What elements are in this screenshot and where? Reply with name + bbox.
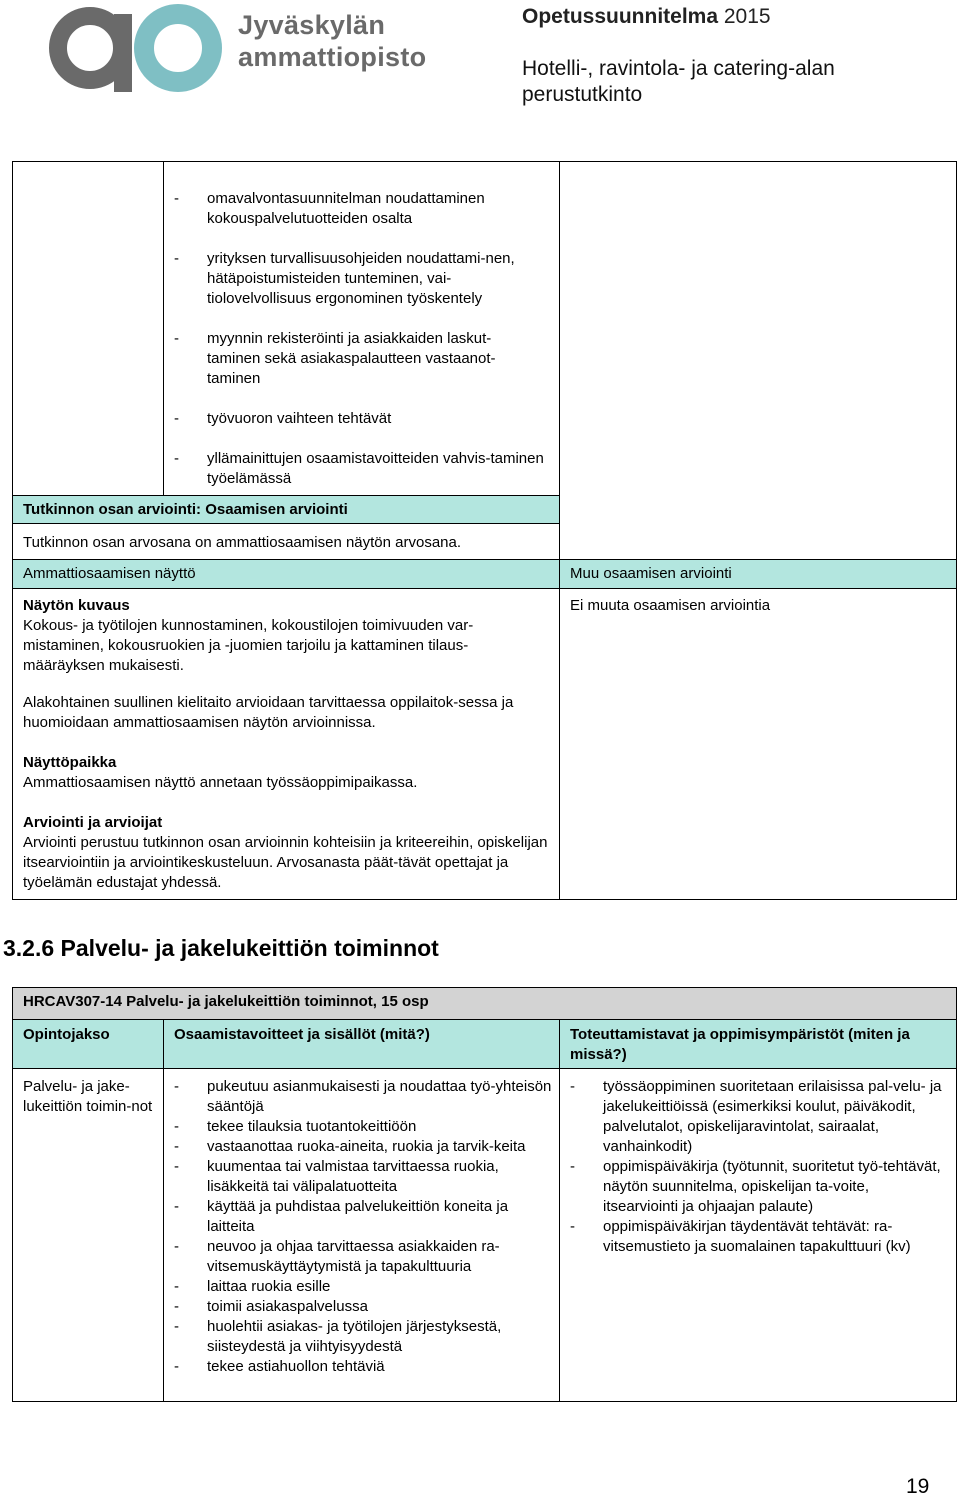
- logo-line-1: Jyväskylän: [238, 10, 386, 40]
- document-subtitle: Hotelli-, ravintola- ja catering-alan perustutkinto: [522, 57, 835, 106]
- table2-row-divider-2: [12, 1068, 957, 1069]
- other-assessment-heading: Muu osaamisen arviointi: [570, 565, 732, 582]
- section-heading: 3.2.6 Palvelu- ja jakelukeittiön toiminnot: [3, 935, 439, 961]
- list-item: - työvuoron vaihteen tehtävät: [172, 409, 544, 429]
- column-header-course: Opintojakso: [23, 1026, 110, 1043]
- table1-row-divider-4: [12, 588, 957, 589]
- list-item: - tekee tilauksia tuotantokeittiöön: [172, 1117, 552, 1137]
- demo-heading: Ammattiosaamisen näyttö: [23, 565, 196, 582]
- document-title-bold: Opetussuunnitelma: [522, 5, 719, 28]
- list-item: - yrityksen turvallisuusohjeiden noudattami-nen, hätäpoistumisteiden tunteminen, vai-tiolovelvollisuus ergonominen työskentely: [172, 249, 544, 309]
- table2-col-divider-1: [163, 1019, 164, 1402]
- objectives-list: [172, 1077, 552, 1377]
- list-item: - neuvoo ja ohjaa tarvittaessa asiakkaiden ra-vitsemuskäyttäytymistä ja tapakulttuuria: [172, 1237, 552, 1277]
- grade-text: Tutkinnon osan arvosana on ammattiosaamisen näytön arvosana.: [23, 534, 462, 551]
- table1-col-divider-1: [163, 161, 164, 496]
- other-assessment-text: Ei muuta osaamisen arviointia: [570, 597, 771, 614]
- table2-col-divider-2: [559, 1019, 560, 1402]
- language-skill-text: Alakohtainen suullinen kielitaito arvioidaan tarvittaessa oppilaitok-sessa ja huomioidaan ammattiosaamisen näytön arvioinnissa.: [23, 694, 514, 731]
- list-item: - käyttää ja puhdistaa palvelukeittiön koneita ja laitteita: [172, 1197, 552, 1237]
- page-number: 19: [906, 1475, 930, 1498]
- table2-row-divider-1: [12, 1019, 957, 1020]
- list-item: - vastaanottaa ruoka-aineita, ruokia ja tarvik-keita: [172, 1137, 552, 1157]
- list-item: - kuumentaa tai valmistaa tarvittaessa ruokia, lisäkkeitä tai välipalatuotteita: [172, 1157, 552, 1197]
- document-title-year: 2015: [718, 5, 771, 28]
- assessment-heading: Tutkinnon osan arviointi: Osaamisen arviointi: [23, 501, 348, 518]
- list-item: - työssäoppiminen suoritetaan erilaisissa pal-velu- ja jakelukeittiöissä (esimerkiksi koulut, päiväkodit, palvelutalot, opiskelijaravintolat, sairaalat, vanhainkodit): [568, 1077, 946, 1157]
- list-item: - myynnin rekisteröinti ja asiakkaiden laskut-taminen sekä asiakaspalautteen vastaanot-taminen: [172, 329, 544, 389]
- column-header-methods: Toteuttamistavat ja oppimisympäristöt (miten ja missä?): [570, 1026, 910, 1063]
- assessors-heading: Arviointi ja arvioijat: [23, 814, 163, 831]
- list-item: - laittaa ruokia esille: [172, 1277, 552, 1297]
- list-item: - oppimispäiväkirjan täydentävät tehtävät: ra-vitsemustieto ja suomalainen tapakulttuuri (kv): [568, 1217, 946, 1257]
- list-item: - toimii asiakaspalvelussa: [172, 1297, 552, 1317]
- document-title: [522, 4, 771, 30]
- list-item: - huolehtii asiakas- ja työtilojen järjestyksestä, siisteydestä ja viihtyisyydestä: [172, 1317, 552, 1357]
- table1-col-divider-2: [559, 161, 560, 900]
- methods-list: [568, 1077, 946, 1257]
- jao-logo: [48, 0, 428, 95]
- column-header-objectives: Osaamistavoitteet ja sisällöt (mitä?): [174, 1026, 430, 1043]
- demo-place-heading: Näyttöpaikka: [23, 754, 117, 771]
- logo-ao-mark: [48, 0, 228, 95]
- content-bullet-list: [172, 189, 544, 489]
- list-item: - oppimispäiväkirja (työtunnit, suoritetut työ-tehtävät, näytön suunnitelma, opiskelijan ta-voite, itsearviointi ja ohjaajan palaute): [568, 1157, 946, 1217]
- table1-row-divider-1: [12, 495, 560, 496]
- demo-description-text: Kokous- ja työtilojen kunnostaminen, kokoustilojen toimivuuden var-mistaminen, kokousruokien ja -juomien tarjoilu ja kattaminen tilaus-määräyksen mukaisesti.: [23, 617, 474, 674]
- list-item: - tekee astiahuollon tehtäviä: [172, 1357, 552, 1377]
- list-item: - pukeutuu asianmukaisesti ja noudattaa työ-yhteisön sääntöjä: [172, 1077, 552, 1117]
- logo-line-2: ammattiopisto: [238, 42, 427, 72]
- table1-row-divider-3: [12, 559, 957, 560]
- course-title: HRCAV307-14 Palvelu- ja jakelukeittiön toiminnot, 15 osp: [23, 993, 429, 1010]
- demo-description-heading: Näytön kuvaus: [23, 597, 130, 614]
- list-item: - omavalvontasuunnitelman noudattaminen kokouspalvelutuotteiden osalta: [172, 189, 544, 229]
- list-item: - yllämainittujen osaamistavoitteiden vahvis-taminen työelämässä: [172, 449, 544, 489]
- course-name: Palvelu- ja jake-lukeittiön toimin-not: [23, 1078, 153, 1115]
- demo-place-text: Ammattiosaamisen näyttö annetaan työssäoppimipaikassa.: [23, 774, 418, 791]
- table1-row-divider-2: [12, 523, 560, 524]
- assessors-text: Arviointi perustuu tutkinnon osan arvioinnin kohteisiin ja kriteereihin, opiskelijan itsearviointiin ja arviointikeskusteluun. Arvosanasta päät-tävät opettajat ja työelämän edustajat yhdessä.: [23, 834, 548, 891]
